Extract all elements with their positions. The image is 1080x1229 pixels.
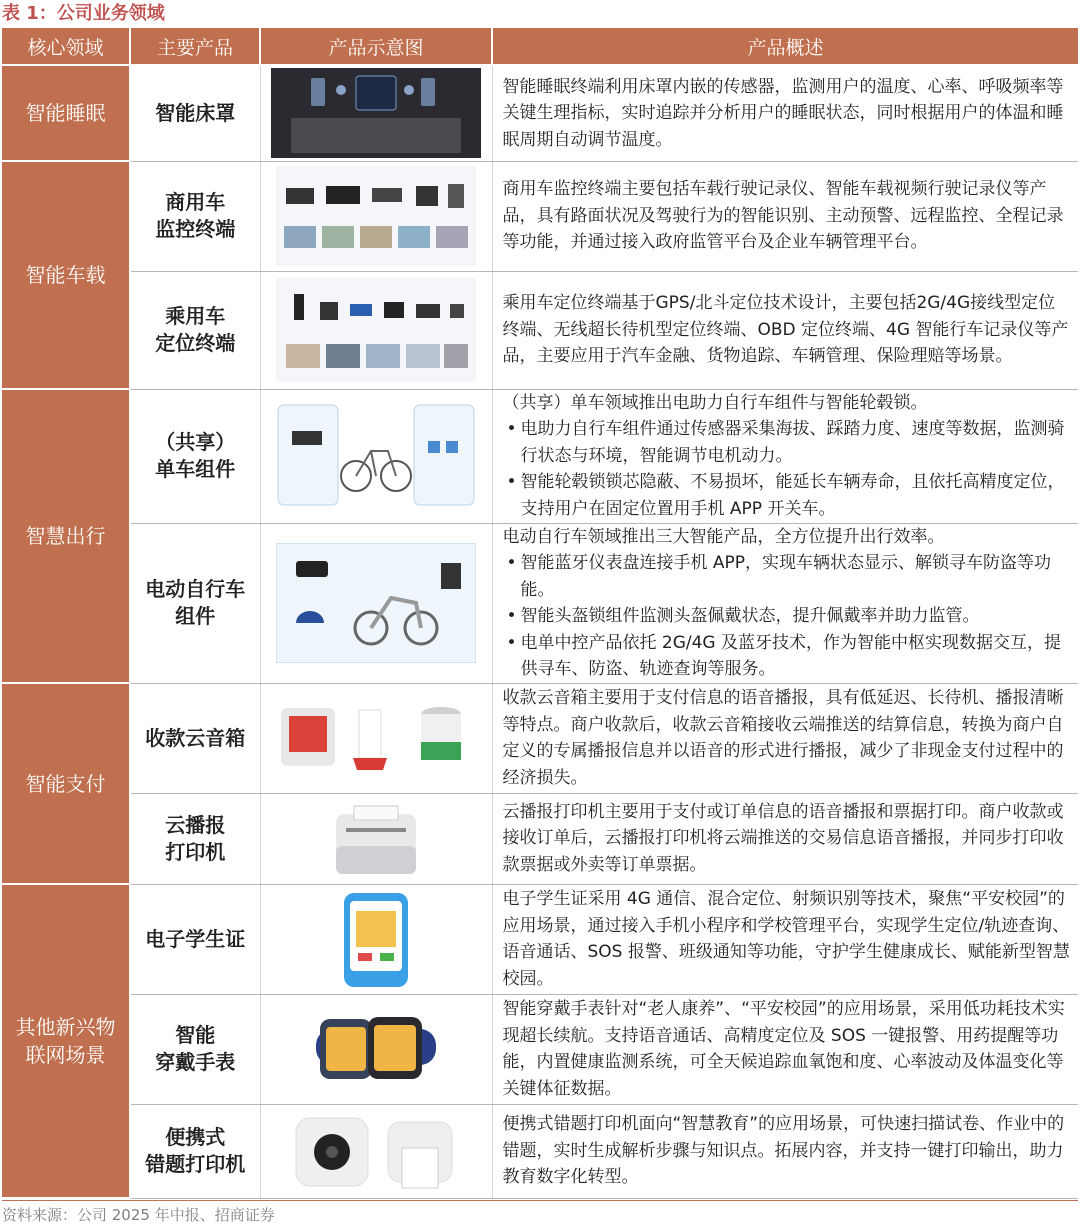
product-cell [130, 683, 260, 793]
product-cell [130, 161, 260, 271]
product-name-line2: 定位终端 [155, 331, 236, 355]
header-image: 产品示意图 [260, 28, 492, 65]
header-product: 主要产品 [130, 28, 260, 65]
shared-bike-components-image [260, 389, 492, 523]
domain-line2: 联网场景 [25, 1043, 106, 1067]
product-name-line1: 乘用车 [165, 304, 226, 328]
product-cell [130, 523, 260, 683]
table-header-row [2, 28, 1078, 65]
business-table [2, 28, 1078, 1199]
table-row [2, 523, 1078, 683]
description-bullets [503, 416, 1071, 522]
product-name-line2: 单车组件 [155, 457, 236, 481]
product-name-line2: 监控终端 [155, 217, 236, 241]
table-row [2, 389, 1078, 523]
bullet-item: • 智能蓝牙仪表盘连接手机 APP，实现车辆状态显示、解锁寻车防盗等功能。 [521, 550, 1071, 603]
product-name-line1: 智能 [175, 1023, 216, 1047]
table-row [2, 65, 1078, 161]
table-row [2, 271, 1078, 389]
portable-printer-image [260, 1104, 492, 1198]
bullet-item: • 电助力自行车组件通过传感器采集海拔、踩踏力度、速度等数据，监测骑行状态与环境，智能调节电机动力。 [521, 416, 1071, 469]
product-cell [130, 271, 260, 389]
product-name-line2: 错题打印机 [145, 1152, 246, 1176]
domain-cell: 智能车载 [2, 161, 130, 389]
description-cell [492, 523, 1078, 683]
description-cell: 云播报打印机主要用于支付或订单信息的语音播报和票据打印。商户收款或接收订单后，云播报打印机将云端推送的交易信息语音播报，并同步打印收款票据或外卖等订单票据。 [492, 793, 1078, 884]
description-cell: 便携式错题打印机面向“智慧教育”的应用场景，可快速扫描试卷、作业中的错题，实时生成解析步骤与知识点。拓展内容，并支持一键打印输出，助力教育数字化转型。 [492, 1104, 1078, 1198]
smart-bed-cover-image [260, 65, 492, 161]
product-name-line2: 穿戴手表 [155, 1050, 236, 1074]
domain-cell [2, 884, 130, 1198]
commercial-vehicle-terminal-image [260, 161, 492, 271]
product-name: 电子学生证 [145, 926, 246, 951]
student-card-image [260, 884, 492, 994]
domain-line1: 其他新兴物 [15, 1015, 116, 1039]
product-name-line1: 便携式 [165, 1125, 226, 1149]
description-intro: 电动自行车领域推出三大智能产品，全方位提升出行效率。 [502, 526, 945, 547]
product-cell [130, 994, 260, 1104]
description-cell [492, 389, 1078, 523]
domain-cell: 智能支付 [2, 683, 130, 884]
description-cell: 商用车监控终端主要包括车载行驶记录仪、智能车载视频行驶记录仪等产品，具有路面状况及驾驶行为的智能识别、主动预警、远程监控、全程记录等功能，并通过接入政府监管平台及企业车辆管理平台。 [492, 161, 1078, 271]
product-name-line1: 云播报 [165, 812, 226, 837]
bullet-item: • 智能轮毂锁锁芯隐蔽、不易损坏，能延长车辆寿命，且依托高精度定位，支持用户在固定位置用手机 APP 开关车。 [521, 469, 1071, 522]
table-row [2, 1104, 1078, 1198]
domain-cell: 智慧出行 [2, 389, 130, 683]
table-row [2, 884, 1078, 994]
product-cell [130, 389, 260, 523]
cloud-printer-image [260, 793, 492, 884]
footer-divider [2, 1200, 1078, 1201]
product-name-line2: 打印机 [165, 839, 226, 864]
table-row [2, 994, 1078, 1104]
payment-speakers-image [260, 683, 492, 793]
passenger-vehicle-locator-image [260, 271, 492, 389]
description-cell: 智能穿戴手表针对“老人康养”、“平安校园”的应用场景，采用低功耗技术实现超长续航。支持语音通话、高精度定位及 SOS 一键报警、用药提醒等功能，内置健康监测系统，可全天候追踪血氧饱和度、心率波动及体温变化等关键体征数据。 [492, 994, 1078, 1104]
table-row [2, 683, 1078, 793]
table-row [2, 161, 1078, 271]
description-bullets [503, 550, 1071, 683]
description-intro: （共享）单车领域推出电助力自行车组件与智能轮毂锁。 [502, 392, 928, 413]
product-name: 收款云音箱 [145, 725, 246, 750]
product-name-line1: （共享） [155, 430, 236, 454]
header-domain: 核心领域 [2, 28, 130, 65]
description-cell: 智能睡眠终端利用床罩内嵌的传感器，监测用户的温度、心率、呼吸频率等关键生理指标，实时追踪并分析用户的睡眠状态，同时根据用户的体温和睡眠周期自动调节温度。 [492, 65, 1078, 161]
smart-watch-image [260, 994, 492, 1104]
product-cell [130, 1104, 260, 1198]
description-cell: 收款云音箱主要用于支付信息的语音播报，具有低延迟、长待机、播报清晰等特点。商户收款后，收款云音箱接收云端推送的结算信息，转换为商户自定义的专属播报信息并以语音的形式进行播报，减少了非现金支付过程中的经济损失。 [492, 683, 1078, 793]
product-name-line1: 商用车 [165, 190, 226, 214]
table-row [2, 793, 1078, 884]
ebike-components-image [260, 523, 492, 683]
product-cell [130, 793, 260, 884]
product-name-line2: 组件 [175, 604, 216, 628]
header-description: 产品概述 [492, 28, 1078, 65]
product-cell [130, 884, 260, 994]
source-note: 资料来源：公司 2025 年中报、招商证券 [2, 1206, 275, 1224]
domain-cell: 智能睡眠 [2, 65, 130, 161]
description-cell: 乘用车定位终端基于GPS/北斗定位技术设计，主要包括2G/4G接线型定位终端、无线超长待机型定位终端、OBD 定位终端、4G 智能行车记录仪等产品，主要应用于汽车金融、货物追踪、车辆管理、保险理赔等场景。 [492, 271, 1078, 389]
bullet-item: • 智能头盔锁组件监测头盔佩戴状态，提升佩戴率并助力监管。 [521, 603, 1071, 630]
product-name-line1: 电动自行车 [145, 577, 246, 601]
description-cell: 电子学生证采用 4G 通信、混合定位、射频识别等技术，聚焦“平安校园”的应用场景，通过接入手机小程序和学校管理平台，实现学生定位/轨迹查询、语音通话、SOS 报警、班级通知等功能，守护学生健康成长、赋能新型智慧校园。 [492, 884, 1078, 994]
bullet-item: • 电单中控产品依托 2G/4G 及蓝牙技术，作为智能中枢实现数据交互，提供寻车、防盗、轨迹查询等服务。 [521, 630, 1071, 683]
product-name: 智能床罩 [155, 100, 236, 125]
table-title: 表 1：公司业务领域 [2, 3, 165, 24]
product-cell [130, 65, 260, 161]
